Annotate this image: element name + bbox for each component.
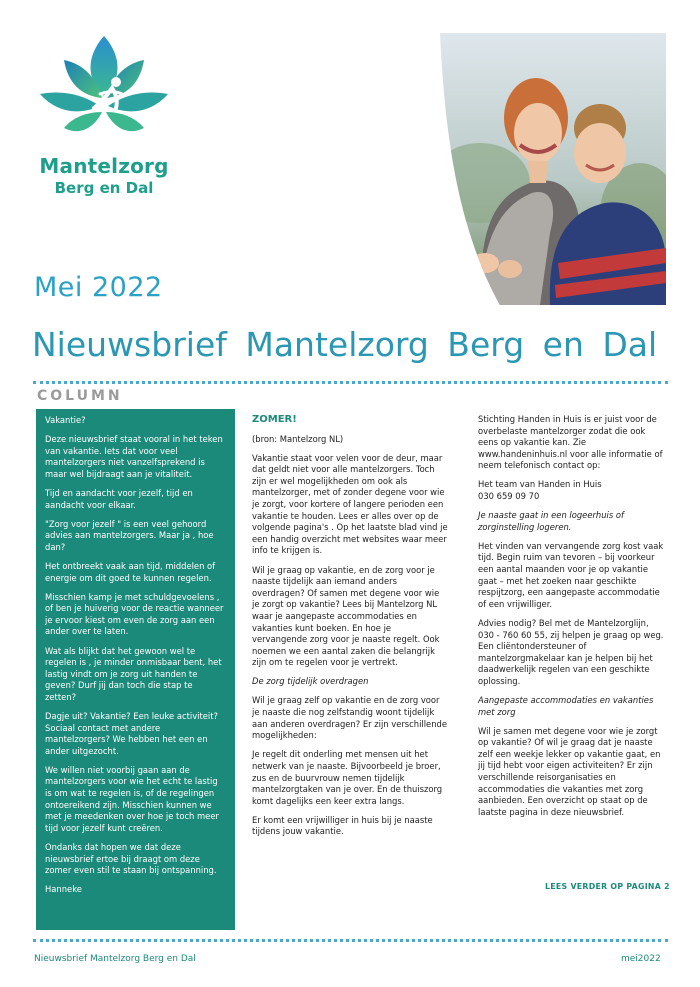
article-paragraph: Er komt een vrijwilliger in huis bij je naaste tijdens jouw vakantie. bbox=[252, 814, 433, 837]
footer-title: Nieuwsbrief Mantelzorg Berg en Dal bbox=[34, 954, 196, 964]
article-right bbox=[478, 414, 666, 826]
column-paragraph: Dagje uit? Vakantie? Een leuke activiteit? Sociaal contact met andere mantelzorgers? We hebben het een en ander uitgezocht. bbox=[45, 710, 218, 756]
logo-subname: Berg en Dal bbox=[54, 179, 154, 197]
column-paragraph: Het ontbreekt vaak aan tijd, middelen of energie om dit goed te kunnen regelen. bbox=[45, 560, 216, 583]
article-paragraph: Wil je samen met degene voor wie je zorgt op vakantie? Of wil je graag dat je naaste zelf een weekje lekker op vakantie gaat, en jij tijd hebt voor eigen activiteiten? Er zijn verschillende reisorganisaties en accommodaties die vakanties met zorg aanbieden. Een overzicht op staat op de laatste pagina in deze nieuwsbrief. bbox=[478, 725, 661, 817]
footer-date: mei2022 bbox=[621, 954, 661, 964]
column-paragraph: We willen niet voorbij gaan aan de mantelzorgers voor wie het echt te lastig is om wat te regelen is, of de regelingen ontoereikend zijn. Misschien kunnen we met je meedenken over hoe je toch meer tijd voor jezelf kunt creëren. bbox=[45, 764, 219, 833]
article-paragraph: Vakantie staat voor velen voor de deur, maar dat geldt niet voor alle mantelzorgers. Toch zijn er wel mogelijkheden om ook als mantelzorger, met of zonder degene voor wie je zorgt, voor kortere of langere perioden een vakantie te houden. Lees er alles over op de volgende pagina's . Op het laatste blad vind je een handig overzicht met websites waar meer info te krijgen is. bbox=[252, 452, 448, 556]
page-title: Nieuwsbrief Mantelzorg Berg en Dal bbox=[32, 325, 658, 364]
dotted-divider-bottom bbox=[33, 939, 668, 942]
header-photo bbox=[440, 33, 666, 305]
column-paragraph: Deze nieuwsbrief staat vooral in het teken van vakantie. Iets dat voor veel mantelzorgers niet vanzelfsprekend is maar wel bijdraagt aan je vitaliteit. bbox=[45, 434, 223, 479]
article-subheading: Aangepaste accommodaties en vakanties met zorg bbox=[478, 694, 654, 717]
article-subheading: De zorg tijdelijk overdragen bbox=[252, 676, 369, 687]
column-paragraph: Vakantie? bbox=[45, 415, 86, 425]
article-paragraph: Advies nodig? Bel met de Mantelzorglijn, 030 - 760 60 55, zij helpen je graag op weg. Een cliëntondersteuner of mantelzorgmakelaar kan je helpen bij het daadwerkelijk regelen van een geschikte oplossing. bbox=[478, 617, 664, 686]
article-paragraph: Wil je graag op vakantie, en de zorg voor je naaste tijdelijk aan iemand anders overdragen? Of samen met degene voor wie je zorgt op vakantie? Lees bij Mantelzorg NL waar je aangepaste accommodaties en vakanties kunt boeken. En hoe je vervangende zorg voor je naaste regelt. Ook noemen we een aantal zaken die belangrijk zijn om te regelen voor je vertrekt. bbox=[252, 564, 440, 668]
column-box bbox=[36, 409, 235, 930]
section-label: COLUMN bbox=[37, 388, 123, 404]
article-paragraph: Het vinden van vervangende zorg kost vaak tijd. Begin ruim van tevoren – bij voorkeur een aantal maanden voor je op vakantie gaat – met het zoeken naar geschikte respijtzorg, een aangepaste accommodatie of een vrijwilliger. bbox=[478, 540, 664, 609]
article-source: (bron: Mantelzorg NL) bbox=[252, 433, 344, 444]
contact-phone: 030 659 09 70 bbox=[478, 491, 540, 502]
column-signature: Hanneke bbox=[45, 884, 82, 895]
column-paragraph: Ondanks dat hopen we dat deze nieuwsbrief ertoe bij draagt om deze zomer even stil te staan bij ontspanning. bbox=[45, 841, 217, 876]
flower-logo-icon bbox=[34, 32, 174, 152]
issue-date: Mei 2022 bbox=[34, 272, 163, 303]
article-middle bbox=[252, 414, 448, 846]
article-paragraph: Stichting Handen in Huis is er juist voor de overbelaste mantelzorger zodat die ook eens op vakantie kan. Zie www.handeninhuis.nl voor alle informatie of neem telefonisch contact op: bbox=[478, 414, 663, 471]
logo-name: Mantelzorg bbox=[39, 154, 169, 178]
column-paragraph: Misschien kamp je met schuldgevoelens , of ben je huiverig voor de reactie wanneer je ervoor kiest om even de zorg aan een ander over te laten. bbox=[45, 591, 224, 637]
dotted-divider bbox=[33, 381, 668, 384]
contact-name: Het team van Handen in Huis bbox=[478, 479, 602, 490]
read-more-link[interactable]: LEES VERDER OP PAGINA 2 bbox=[545, 882, 670, 891]
logo bbox=[34, 32, 174, 197]
article-paragraph: Wil je graag zelf op vakantie en de zorg voor je naaste die nog zelfstandig woont tijdelijk aan anderen overdragen? Er zijn verschillende mogelijkheden: bbox=[252, 695, 447, 741]
column-paragraph: Tijd en aandacht voor jezelf, tijd en aandacht voor elkaar. bbox=[45, 487, 193, 510]
article-paragraph: Je regelt dit onderling met mensen uit het netwerk van je naaste. Bijvoorbeeld je broer, zus en de buurvrouw nemen tijdelijk mantelzorgtaken van je over. En de thuiszorg komt dagelijks een keer extra langs. bbox=[252, 749, 443, 806]
article-subheading: Je naaste gaat in een logeerhuis of zorginstelling logeren. bbox=[478, 510, 624, 532]
column-paragraph: Wat als blijkt dat het gewoon wel te regelen is , je minder onmisbaar bent, het lastig vindt om je zorg uit handen te geven? Durf jij dan toch die stap te zetten? bbox=[45, 645, 222, 702]
article-heading: ZOMER! bbox=[252, 414, 297, 425]
column-paragraph: "Zorg voor jezelf " is een veel gehoord advies aan mantelzorgers. Maar ja , hoe dan? bbox=[45, 518, 214, 552]
